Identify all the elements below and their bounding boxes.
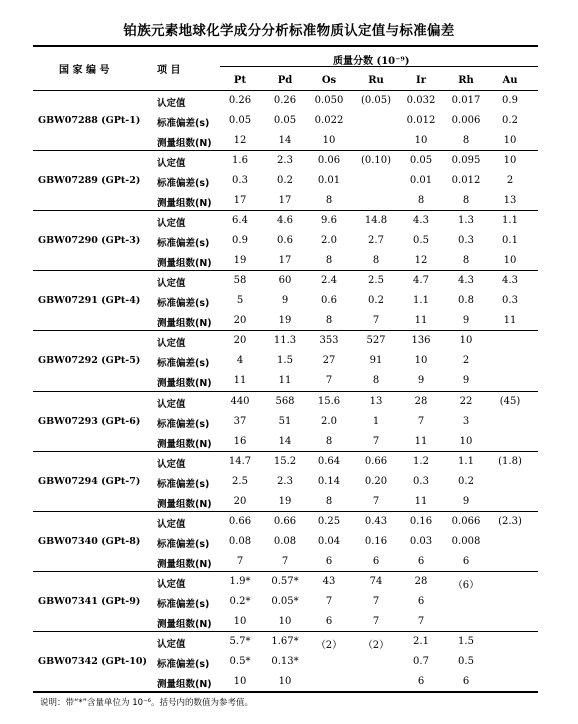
row-label: 认定值 (157, 638, 186, 650)
material-id: GBW07289 (GPt-2) (38, 175, 141, 187)
value-cell: （6） (452, 579, 480, 591)
value-cell: 0.08 (273, 535, 297, 547)
row-label: 标准偏差(s) (157, 178, 210, 190)
value-cell: 7 (372, 615, 380, 627)
value-cell: 0.05* (271, 595, 299, 607)
value-cell: 7 (372, 435, 380, 447)
value-cell: (0.10) (360, 155, 392, 167)
value-cell: 6 (417, 675, 425, 687)
value-cell: 1.5 (458, 635, 474, 647)
value-cell: 10 (459, 335, 473, 347)
row-label: 标准偏差(s) (157, 238, 210, 250)
value-cell: 0.095 (451, 155, 481, 167)
value-cell: （2） (362, 639, 390, 651)
value-cell: 2.3 (277, 155, 293, 167)
block-rule (33, 511, 538, 512)
value-cell: 1.1 (458, 455, 474, 467)
value-cell: 16 (233, 435, 247, 447)
row-label: 测量组数(N) (157, 498, 212, 510)
value-cell: 0.050 (314, 95, 344, 106)
value-cell: 27 (322, 355, 336, 367)
header-subrule (220, 66, 538, 67)
value-cell: 1.2 (413, 455, 429, 467)
value-cell: 0.2 (368, 295, 384, 307)
value-cell: 20 (233, 315, 247, 327)
value-cell: 4 (236, 355, 244, 367)
value-cell: 7 (325, 595, 333, 607)
block-rule (33, 451, 538, 452)
value-cell: 0.57* (271, 575, 299, 587)
value-cell: 0.08 (228, 535, 252, 547)
row-label: 标准偏差(s) (157, 298, 210, 310)
value-cell: 9 (417, 375, 425, 387)
value-cell: 2.7 (368, 235, 384, 247)
bottom-rule (33, 691, 538, 693)
value-cell: 13 (369, 395, 383, 407)
value-cell: 8 (372, 255, 380, 267)
value-cell: 8 (462, 195, 470, 207)
row-label: 认定值 (157, 458, 186, 470)
value-cell: 15.2 (273, 455, 297, 467)
row-label: 测量组数(N) (157, 678, 212, 690)
row-label: 认定值 (157, 578, 186, 590)
value-cell: 0.017 (451, 95, 481, 106)
row-label: 标准偏差(s) (157, 118, 210, 129)
value-cell: 0.43 (364, 515, 388, 527)
row-label: 认定值 (157, 518, 186, 530)
value-cell: 0.26 (228, 95, 252, 106)
value-cell: 17 (278, 195, 292, 207)
value-cell: 0.01 (317, 175, 341, 187)
header-ru: Ru (368, 75, 384, 86)
value-cell: 17 (278, 255, 292, 267)
value-cell: 1.67* (271, 635, 299, 647)
value-cell: 17 (233, 195, 247, 207)
value-cell: 6 (462, 555, 470, 567)
value-cell: 0.05 (409, 155, 433, 167)
value-cell: 12 (414, 255, 428, 267)
value-cell: 4.3 (413, 215, 429, 227)
row-label: 测量组数(N) (157, 198, 212, 210)
value-cell: 10 (414, 135, 428, 146)
value-cell: 5.7* (229, 635, 251, 647)
value-cell: 7 (372, 595, 380, 607)
material-id: GBW07291 (GPt-4) (38, 295, 141, 307)
value-cell: 0.012 (451, 175, 481, 187)
material-id: GBW07294 (GPt-7) (38, 475, 141, 487)
value-cell: 2.5 (232, 475, 248, 487)
value-cell: 0.1 (502, 235, 518, 247)
value-cell: (1.8) (498, 455, 522, 467)
value-cell: 28 (414, 395, 428, 407)
value-cell: 0.01 (409, 175, 433, 187)
value-cell: 0.6 (277, 235, 293, 247)
value-cell: 0.2* (229, 595, 251, 607)
value-cell: 0.25 (317, 515, 341, 527)
value-cell: 440 (230, 395, 250, 407)
value-cell: 60 (278, 275, 292, 287)
value-cell: 2.5 (368, 275, 384, 287)
value-cell: 0.2 (277, 175, 293, 187)
header-au: Au (502, 75, 518, 86)
material-id: GBW07340 (GPt-8) (38, 535, 141, 547)
value-cell: 8 (372, 375, 380, 387)
value-cell: 2.0 (321, 415, 337, 427)
value-cell: 0.03 (409, 535, 433, 547)
value-cell: 0.8 (458, 295, 474, 307)
value-cell: 2.0 (321, 235, 337, 247)
value-cell: 6 (372, 555, 380, 567)
value-cell: 1.6 (232, 155, 248, 167)
block-rule (33, 150, 538, 151)
value-cell: 15.6 (317, 395, 341, 407)
value-cell: 0.2 (502, 115, 518, 126)
value-cell: (2.3) (498, 515, 522, 527)
value-cell: 9.6 (321, 215, 337, 227)
value-cell: 28 (414, 575, 428, 587)
value-cell: 2.1 (413, 635, 429, 647)
row-label: 标准偏差(s) (157, 358, 210, 370)
value-cell: 6 (325, 615, 333, 627)
value-cell: 6 (325, 555, 333, 567)
value-cell: 0.26 (273, 95, 297, 106)
value-cell: 6.4 (232, 215, 248, 227)
value-cell: 7 (417, 415, 425, 427)
value-cell: 0.3 (458, 235, 474, 247)
value-cell: 9 (462, 315, 470, 327)
value-cell: 8 (325, 255, 333, 267)
value-cell: 19 (233, 255, 247, 267)
value-cell: 20 (233, 495, 247, 507)
value-cell: 10 (278, 615, 292, 627)
row-label: 认定值 (157, 218, 186, 230)
value-cell: 0.9 (502, 95, 518, 106)
row-label: 认定值 (157, 158, 186, 170)
value-cell: 0.032 (406, 95, 436, 106)
value-cell: 0.5 (413, 235, 429, 247)
value-cell: 0.008 (451, 535, 481, 547)
row-label: 测量组数(N) (157, 558, 212, 570)
header-id: 国 家 编 号 (59, 65, 110, 76)
value-cell: 0.9 (232, 235, 248, 247)
header-pt: Pt (233, 75, 247, 86)
value-cell: 4.6 (277, 215, 293, 227)
value-cell: 2.4 (321, 275, 337, 287)
header-rule (33, 90, 538, 91)
value-cell: 7 (325, 375, 333, 387)
value-cell: 0.5* (229, 655, 251, 667)
value-cell: 8 (325, 315, 333, 327)
value-cell: 11 (233, 375, 247, 387)
header-rh: Rh (458, 75, 474, 86)
block-rule (33, 571, 538, 572)
reference-values-table (33, 45, 538, 693)
material-id: GBW07293 (GPt-6) (38, 415, 141, 427)
value-cell: 136 (411, 335, 431, 347)
value-cell: 5 (236, 295, 244, 307)
value-cell: 1.9* (229, 575, 251, 587)
value-cell: 11 (414, 315, 428, 327)
table-title: 铂族元素地球化学成分分析标准物质认定值与标准偏差 (123, 23, 455, 39)
value-cell: 13 (503, 195, 517, 207)
value-cell: 10 (278, 675, 292, 687)
material-id: GBW07288 (GPt-1) (38, 115, 141, 126)
value-cell: 527 (366, 335, 386, 347)
value-cell: 4.7 (413, 275, 429, 287)
row-label: 认定值 (157, 98, 186, 109)
value-cell: 8 (462, 135, 470, 146)
value-cell: 0.3 (232, 175, 248, 187)
block-rule (33, 330, 538, 331)
row-label: 标准偏差(s) (157, 658, 210, 670)
value-cell: 353 (319, 335, 339, 347)
table-note: 说明：带“*”含量单位为 10⁻⁶。括号内的数值为参考值。 (40, 698, 253, 708)
row-label: 标准偏差(s) (157, 418, 210, 430)
value-cell: 0.6 (321, 295, 337, 307)
value-cell: 7 (417, 615, 425, 627)
row-label: 标准偏差(s) (157, 598, 210, 610)
value-cell: 14.7 (228, 455, 252, 467)
row-label: 测量组数(N) (157, 258, 212, 270)
value-cell: 8 (325, 195, 333, 207)
value-cell: 2.3 (277, 475, 293, 487)
material-id: GBW07292 (GPt-5) (38, 355, 141, 367)
value-cell: 0.012 (406, 115, 436, 126)
value-cell: 1 (372, 415, 380, 427)
value-cell: 2 (506, 175, 514, 187)
value-cell: 7 (372, 315, 380, 327)
value-cell: 0.006 (451, 115, 481, 126)
value-cell: 4.3 (458, 275, 474, 287)
value-cell: 8 (325, 435, 333, 447)
value-cell: 0.05 (228, 115, 252, 126)
row-label: 标准偏差(s) (157, 538, 210, 550)
value-cell: 1.3 (458, 215, 474, 227)
value-cell: 8 (417, 195, 425, 207)
value-cell: 7 (281, 555, 289, 567)
value-cell: 6 (417, 595, 425, 607)
value-cell: 7 (372, 495, 380, 507)
value-cell: 0.20 (364, 475, 388, 487)
value-cell: 19 (278, 495, 292, 507)
value-cell: 11.3 (273, 335, 297, 347)
block-rule (33, 391, 538, 392)
value-cell: 10 (459, 435, 473, 447)
value-cell: 10 (503, 135, 517, 146)
value-cell: 0.066 (451, 515, 481, 527)
value-cell: 19 (278, 315, 292, 327)
header-mass-fraction: 质量分数 (10⁻⁹) (333, 56, 410, 67)
value-cell: 22 (459, 395, 473, 407)
value-cell: 10 (503, 155, 517, 167)
value-cell: 2 (462, 355, 470, 367)
value-cell: (45) (499, 395, 521, 407)
value-cell: 3 (462, 415, 470, 427)
value-cell: 9 (462, 375, 470, 387)
value-cell: 0.64 (317, 455, 341, 467)
value-cell: 91 (369, 355, 383, 367)
value-cell: 20 (233, 335, 247, 347)
row-label: 测量组数(N) (157, 438, 212, 450)
value-cell: 58 (233, 275, 247, 287)
value-cell: 7 (236, 555, 244, 567)
row-label: 认定值 (157, 278, 186, 290)
header-os: Os (321, 75, 337, 86)
value-cell: 0.13* (271, 655, 299, 667)
row-label: 测量组数(N) (157, 378, 212, 390)
value-cell: 0.2 (458, 475, 474, 487)
value-cell: 43 (322, 575, 336, 587)
material-id: GBW07341 (GPt-9) (38, 595, 141, 607)
row-label: 标准偏差(s) (157, 478, 210, 490)
value-cell: 51 (278, 415, 292, 427)
value-cell: 0.66 (228, 515, 252, 527)
value-cell: 6 (462, 675, 470, 687)
row-label: 测量组数(N) (157, 618, 212, 630)
value-cell: 0.5 (458, 655, 474, 667)
value-cell: 10 (414, 355, 428, 367)
header-pd: Pd (277, 75, 293, 86)
value-cell: 0.14 (317, 475, 341, 487)
value-cell: （2） (315, 639, 343, 651)
value-cell: 1.1 (413, 295, 429, 307)
value-cell: 9 (281, 295, 289, 307)
value-cell: 0.7 (413, 655, 429, 667)
value-cell: 14 (278, 135, 292, 146)
value-cell: 11 (278, 375, 292, 387)
value-cell: 11 (503, 315, 517, 327)
value-cell: 0.022 (314, 115, 344, 126)
value-cell: 0.3 (502, 295, 518, 307)
value-cell: 10 (233, 675, 247, 687)
value-cell: 11 (414, 435, 428, 447)
value-cell: 12 (233, 135, 247, 146)
header-item: 项 目 (157, 65, 181, 76)
row-label: 测量组数(N) (157, 318, 212, 330)
value-cell: 14 (278, 435, 292, 447)
value-cell: 10 (503, 255, 517, 267)
value-cell: 1.5 (277, 355, 293, 367)
value-cell: 1.1 (502, 215, 518, 227)
header-ir: Ir (416, 75, 426, 86)
value-cell: 74 (369, 575, 383, 587)
value-cell: 9 (462, 495, 470, 507)
row-label: 认定值 (157, 338, 186, 350)
value-cell: 6 (417, 555, 425, 567)
value-cell: 0.05 (273, 115, 297, 126)
block-rule (33, 270, 538, 271)
row-label: 认定值 (157, 398, 186, 410)
value-cell: 0.04 (317, 535, 341, 547)
value-cell: (0.05) (360, 95, 392, 106)
value-cell: 10 (322, 135, 336, 146)
value-cell: 8 (325, 495, 333, 507)
block-rule (33, 210, 538, 211)
value-cell: 4.3 (502, 275, 518, 287)
material-id: GBW07290 (GPt-3) (38, 235, 141, 247)
value-cell: 0.16 (364, 535, 388, 547)
value-cell: 568 (275, 395, 295, 407)
block-rule (33, 631, 538, 632)
value-cell: 10 (233, 615, 247, 627)
value-cell: 0.06 (317, 155, 341, 167)
value-cell: 37 (233, 415, 247, 427)
row-label: 测量组数(N) (157, 138, 212, 149)
top-rule (33, 45, 538, 47)
value-cell: 0.66 (273, 515, 297, 527)
value-cell: 11 (414, 495, 428, 507)
value-cell: 0.3 (413, 475, 429, 487)
value-cell: 8 (462, 255, 470, 267)
material-id: GBW07342 (GPt-10) (38, 655, 147, 667)
value-cell: 0.66 (364, 455, 388, 467)
value-cell: 0.16 (409, 515, 433, 527)
value-cell: 14.8 (364, 215, 388, 227)
